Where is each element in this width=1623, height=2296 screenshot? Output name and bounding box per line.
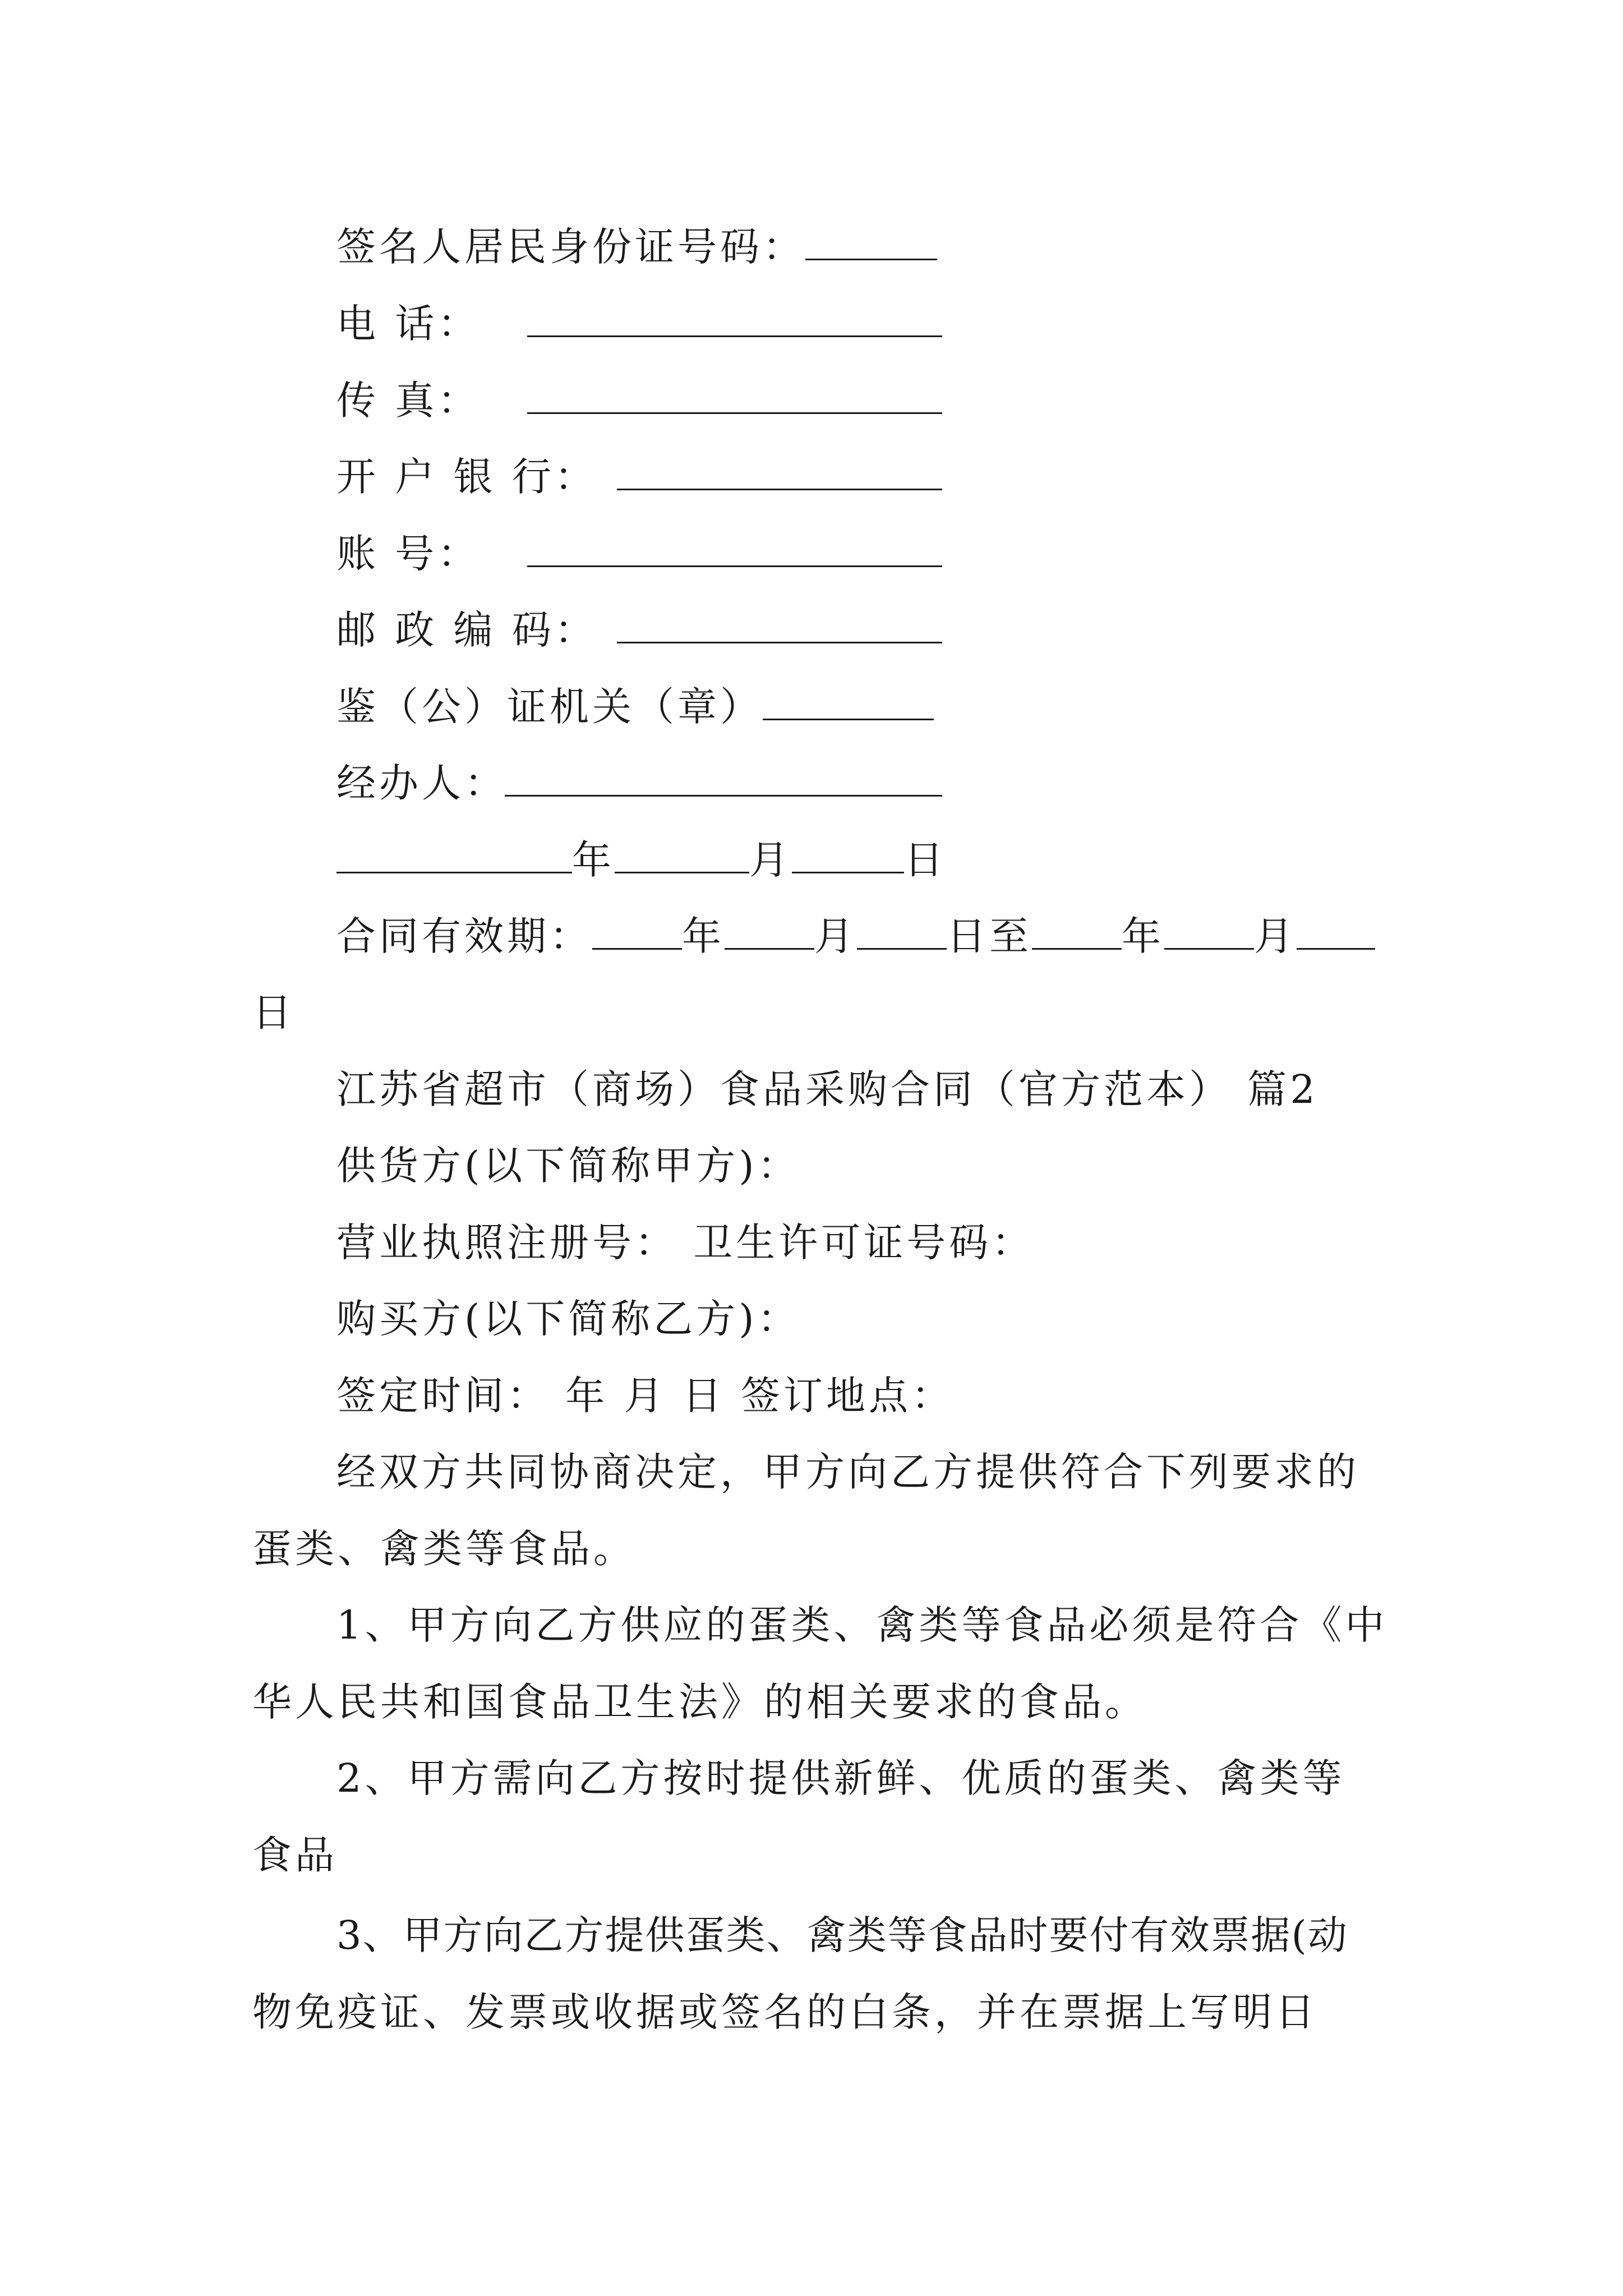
validity-end-line bbox=[252, 984, 295, 1041]
postcode-line bbox=[336, 602, 942, 658]
date-month-blank bbox=[615, 837, 749, 873]
sign-time-line: 签定时间： 年 月 日 签订地点： bbox=[336, 1373, 955, 1419]
intro-line-1: 经双方共同协商决定，甲方向乙方提供符合下列要求的 bbox=[336, 1449, 1359, 1495]
date-year-blank bbox=[336, 837, 572, 873]
id-number-label: 签名人居民身份证号码： bbox=[336, 224, 805, 270]
phone-label: 电 话： bbox=[336, 301, 481, 347]
supplier-line: 供货方(以下简称甲方)： bbox=[336, 1143, 800, 1189]
handler-line bbox=[336, 755, 942, 811]
intro-line-2: 蛋类、禽类等食品。 bbox=[252, 1526, 636, 1572]
validity-day-end: 日 bbox=[252, 990, 295, 1036]
date-line bbox=[336, 832, 947, 888]
validity-year: 年 bbox=[682, 913, 725, 959]
bank-blank bbox=[617, 454, 942, 490]
phone-blank bbox=[527, 301, 942, 337]
phone-line bbox=[336, 296, 942, 352]
clause2-line-1: 2、甲方需向乙方按时提供新鲜、优质的蛋类、禽类等 bbox=[336, 1755, 1345, 1801]
clause1-line-2: 华人民共和国食品卫生法》的相关要求的食品。 bbox=[252, 1679, 1147, 1725]
contract-title: 江苏省超市（商场）食品采购合同（官方范本） 篇2 bbox=[336, 1066, 1318, 1112]
buyer-line: 购买方(以下简称乙方)： bbox=[336, 1296, 800, 1342]
validity-label: 合同有效期： bbox=[336, 913, 592, 959]
account-blank bbox=[527, 531, 942, 567]
validity-month: 月 bbox=[814, 913, 857, 959]
fax-blank bbox=[527, 378, 942, 414]
clause1-line-1: 1、甲方向乙方供应的蛋类、禽类等食品必须是符合《中 bbox=[336, 1602, 1388, 1648]
account-label: 账 号： bbox=[336, 531, 481, 577]
bank-line bbox=[336, 449, 942, 505]
date-day: 日 bbox=[904, 837, 947, 883]
validity-year-blank bbox=[592, 913, 682, 950]
validity-day-blank bbox=[857, 913, 947, 950]
clause2-line-2: 食品 bbox=[252, 1832, 338, 1878]
fax-label: 传 真： bbox=[336, 378, 481, 424]
postcode-label: 邮 政 编 码： bbox=[336, 607, 597, 653]
clause3-line-1: 3、甲方向乙方提供蛋类、禽类等食品时要付有效票据(动 bbox=[336, 1912, 1348, 1958]
date-month: 月 bbox=[749, 837, 792, 883]
validity-line bbox=[336, 908, 1375, 964]
validity-month2-blank bbox=[1164, 913, 1254, 950]
id-number-line bbox=[336, 219, 937, 275]
bank-label: 开 户 银 行： bbox=[336, 454, 597, 500]
postcode-blank bbox=[617, 607, 942, 643]
validity-month2: 月 bbox=[1254, 913, 1297, 959]
date-year: 年 bbox=[572, 837, 615, 883]
handler-blank bbox=[505, 760, 942, 797]
clause3-line-2: 物免疫证、发票或收据或签名的白条，并在票据上写明日 bbox=[252, 1989, 1318, 2035]
date-day-blank bbox=[792, 837, 904, 873]
validity-day2-blank bbox=[1297, 913, 1375, 950]
fax-line bbox=[336, 372, 942, 429]
account-line bbox=[336, 526, 942, 582]
notary-line bbox=[336, 679, 934, 735]
validity-month-blank bbox=[725, 913, 814, 950]
notary-label: 鉴（公）证机关（章） bbox=[336, 684, 763, 730]
license-line: 营业执照注册号： 卫生许可证号码： bbox=[336, 1220, 1035, 1266]
id-number-blank bbox=[805, 224, 937, 260]
notary-blank bbox=[763, 684, 934, 720]
handler-label: 经办人： bbox=[336, 760, 507, 806]
validity-year2-blank bbox=[1032, 913, 1122, 950]
validity-day-to: 日至 bbox=[947, 913, 1032, 959]
validity-year2: 年 bbox=[1122, 913, 1164, 959]
